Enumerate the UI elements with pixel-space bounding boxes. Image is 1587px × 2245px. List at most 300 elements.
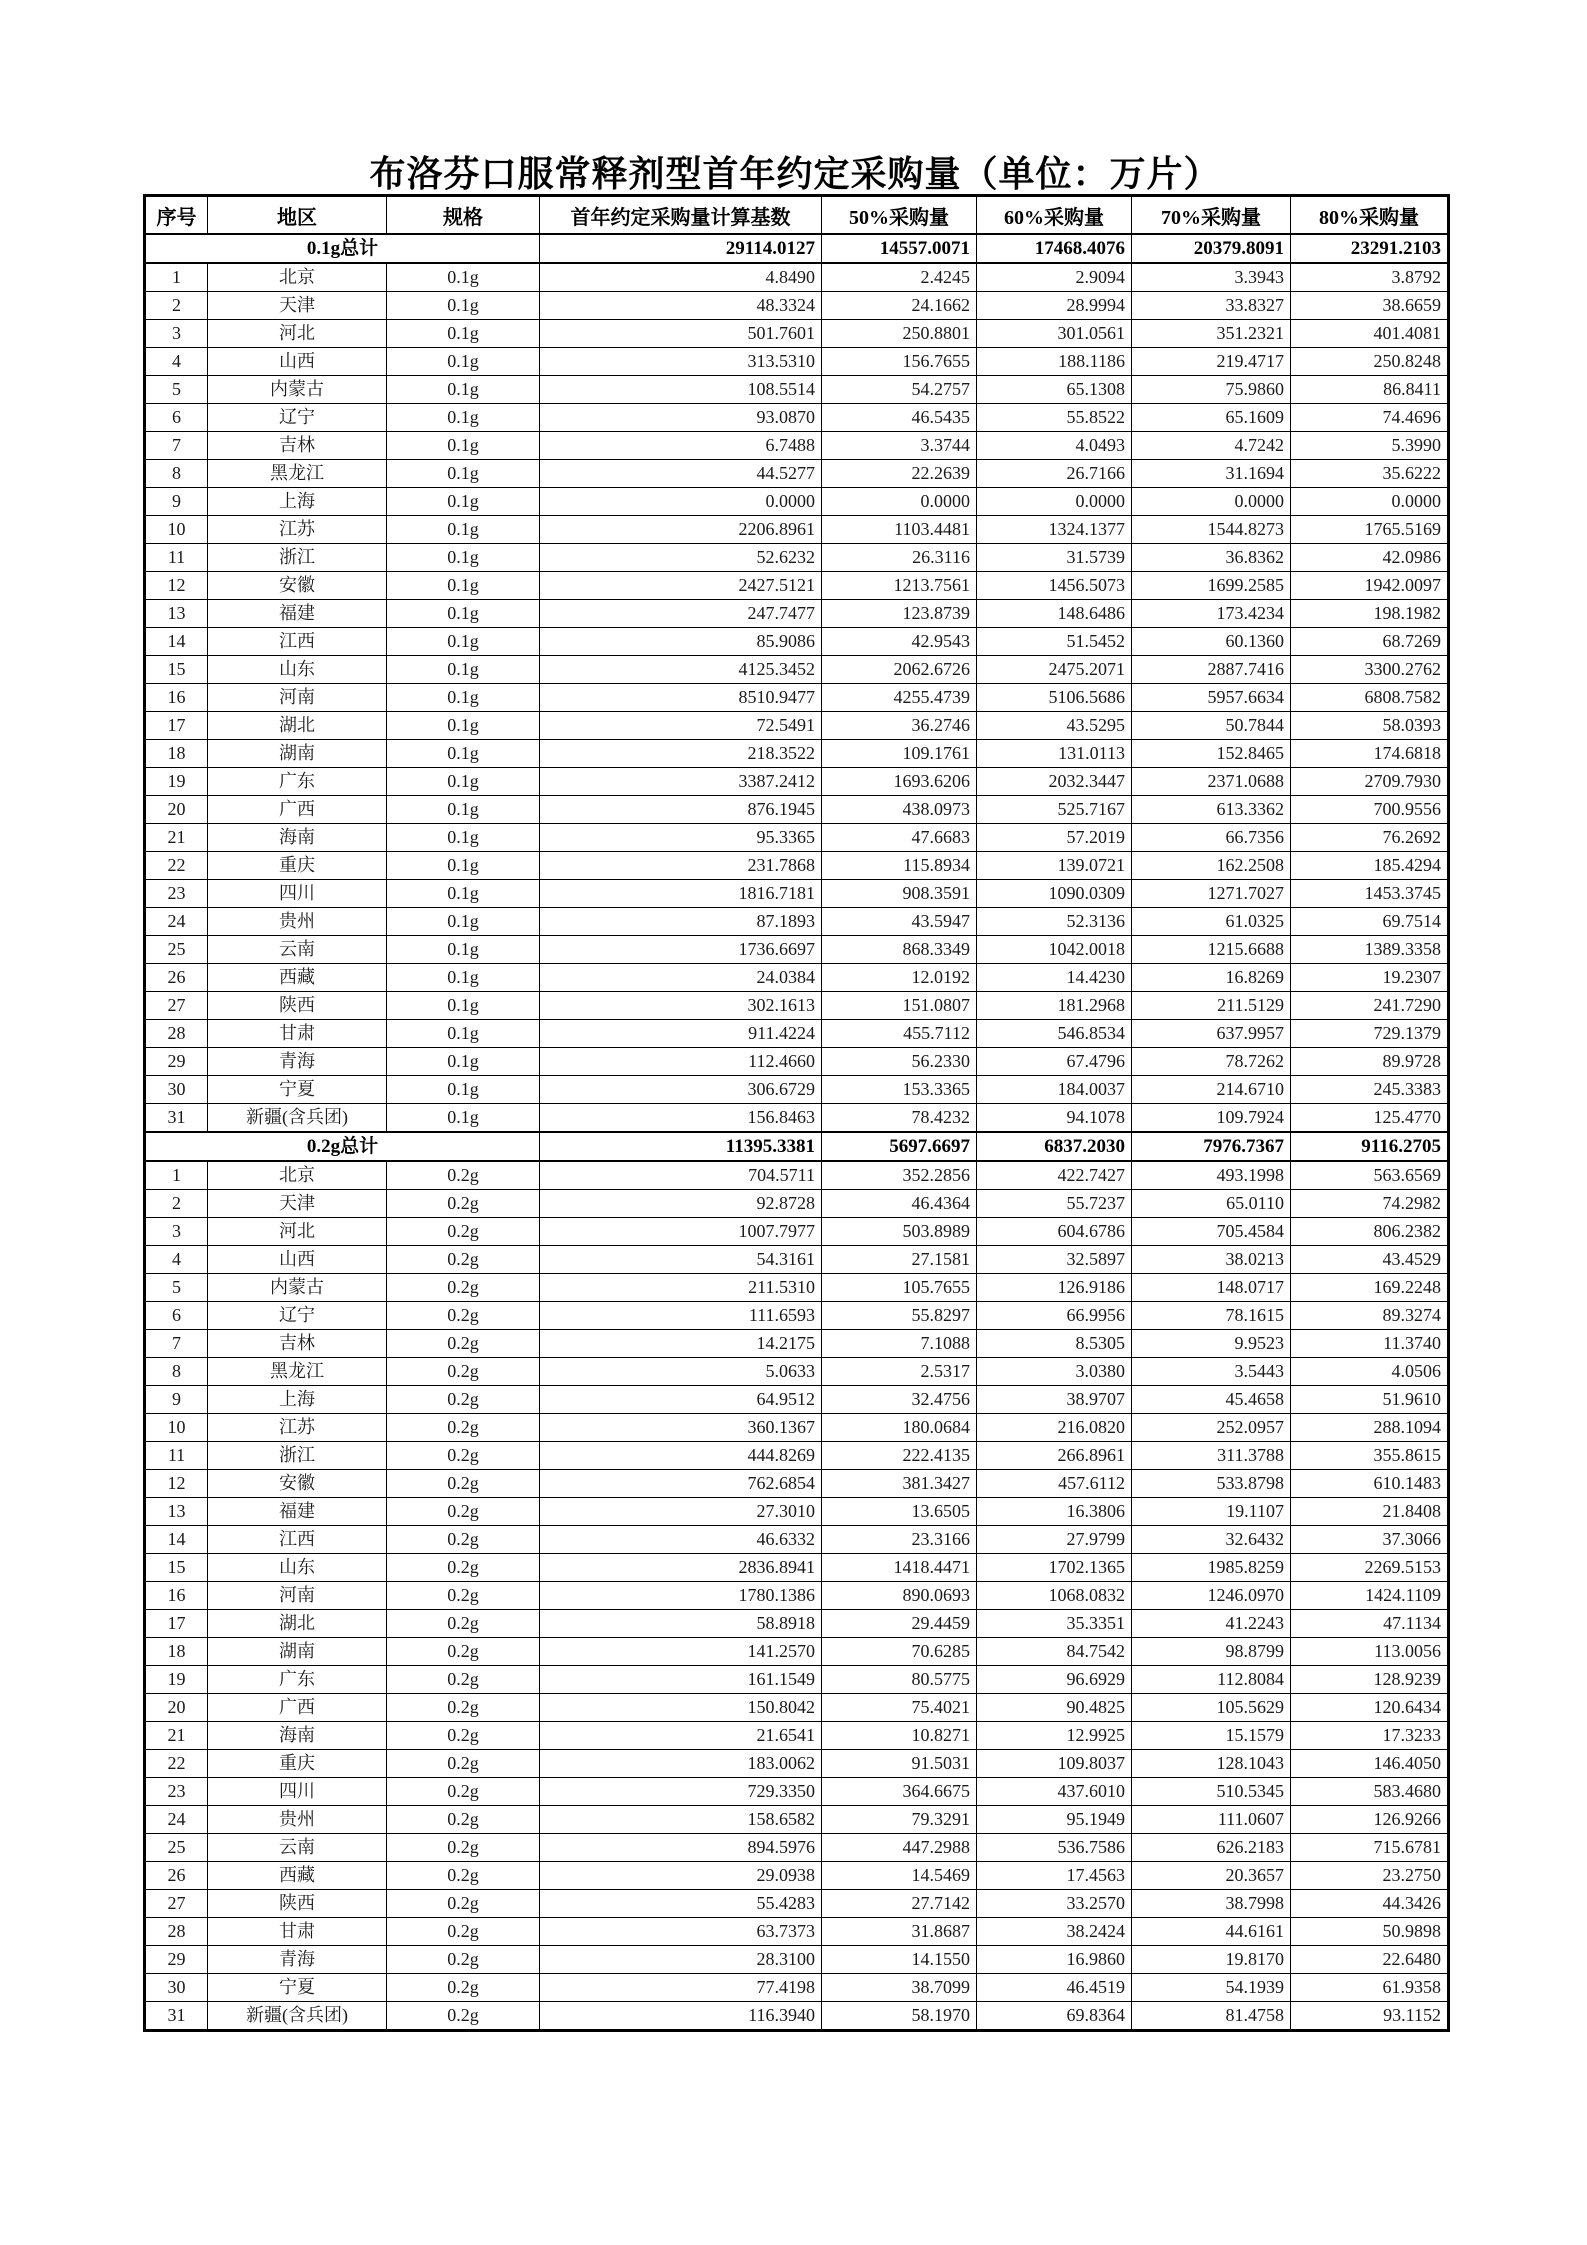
row-50pct: 180.0684: [822, 1414, 977, 1442]
table-row: [145, 1076, 1449, 1104]
row-spec: 0.2g: [387, 1302, 540, 1330]
row-80pct: 174.6818: [1291, 740, 1449, 768]
row-spec: 0.1g: [387, 1104, 540, 1133]
row-base: 52.6232: [540, 544, 822, 572]
row-base: 72.5491: [540, 712, 822, 740]
row-base: 2427.5121: [540, 572, 822, 600]
row-50pct: 438.0973: [822, 796, 977, 824]
row-base: 87.1893: [540, 908, 822, 936]
row-region: 河南: [208, 1582, 387, 1610]
row-60pct: 27.9799: [977, 1526, 1132, 1554]
table-row: [145, 824, 1449, 852]
row-70pct: 109.7924: [1132, 1104, 1291, 1133]
row-70pct: 533.8798: [1132, 1470, 1291, 1498]
row-region: 河北: [208, 1218, 387, 1246]
table-row: [145, 488, 1449, 516]
row-seq: 1: [145, 263, 208, 292]
row-base: 1736.6697: [540, 936, 822, 964]
row-region: 山西: [208, 1246, 387, 1274]
row-70pct: 19.8170: [1132, 1946, 1291, 1974]
row-seq: 7: [145, 432, 208, 460]
row-base: 8510.9477: [540, 684, 822, 712]
row-80pct: 2709.7930: [1291, 768, 1449, 796]
row-region: 新疆(含兵团): [208, 1104, 387, 1133]
row-50pct: 55.8297: [822, 1302, 977, 1330]
row-80pct: 146.4050: [1291, 1750, 1449, 1778]
row-seq: 6: [145, 1302, 208, 1330]
row-70pct: 98.8799: [1132, 1638, 1291, 1666]
row-spec: 0.2g: [387, 1666, 540, 1694]
row-seq: 8: [145, 1358, 208, 1386]
row-80pct: 61.9358: [1291, 1974, 1449, 2002]
row-50pct: 1103.4481: [822, 516, 977, 544]
row-spec: 0.1g: [387, 1076, 540, 1104]
row-60pct: 90.4825: [977, 1694, 1132, 1722]
row-50pct: 1693.6206: [822, 768, 977, 796]
row-spec: 0.2g: [387, 1414, 540, 1442]
row-50pct: 46.4364: [822, 1190, 977, 1218]
row-spec: 0.1g: [387, 964, 540, 992]
row-60pct: 65.1308: [977, 376, 1132, 404]
row-base: 161.1549: [540, 1666, 822, 1694]
row-seq: 14: [145, 628, 208, 656]
row-region: 陕西: [208, 1890, 387, 1918]
row-region: 辽宁: [208, 404, 387, 432]
row-seq: 17: [145, 1610, 208, 1638]
row-60pct: 52.3136: [977, 908, 1132, 936]
row-80pct: 5.3990: [1291, 432, 1449, 460]
row-seq: 27: [145, 992, 208, 1020]
row-70pct: 20.3657: [1132, 1862, 1291, 1890]
row-50pct: 23.3166: [822, 1526, 977, 1554]
table-row: [145, 376, 1449, 404]
row-seq: 31: [145, 2002, 208, 2031]
row-60pct: 12.9925: [977, 1722, 1132, 1750]
row-seq: 30: [145, 1974, 208, 2002]
table-row: [145, 1161, 1449, 1190]
row-region: 山西: [208, 348, 387, 376]
row-60pct: 1090.0309: [977, 880, 1132, 908]
row-70pct: 4.7242: [1132, 432, 1291, 460]
row-spec: 0.1g: [387, 600, 540, 628]
row-50pct: 27.1581: [822, 1246, 977, 1274]
row-80pct: 250.8248: [1291, 348, 1449, 376]
row-80pct: 86.8411: [1291, 376, 1449, 404]
row-seq: 16: [145, 684, 208, 712]
row-spec: 0.1g: [387, 824, 540, 852]
row-seq: 17: [145, 712, 208, 740]
table-row: [145, 684, 1449, 712]
row-base: 211.5310: [540, 1274, 822, 1302]
row-60pct: 1042.0018: [977, 936, 1132, 964]
table-row: [145, 1386, 1449, 1414]
row-region: 北京: [208, 1161, 387, 1190]
section-total-value: 20379.8091: [1132, 234, 1291, 263]
row-80pct: 125.4770: [1291, 1104, 1449, 1133]
row-spec: 0.2g: [387, 1918, 540, 1946]
table-row: [145, 1666, 1449, 1694]
row-spec: 0.1g: [387, 908, 540, 936]
row-seq: 29: [145, 1946, 208, 1974]
row-region: 浙江: [208, 544, 387, 572]
row-60pct: 55.7237: [977, 1190, 1132, 1218]
table-row: [145, 1750, 1449, 1778]
row-base: 444.8269: [540, 1442, 822, 1470]
row-region: 宁夏: [208, 1076, 387, 1104]
row-50pct: 890.0693: [822, 1582, 977, 1610]
section-total-row: [145, 1132, 1449, 1161]
row-60pct: 67.4796: [977, 1048, 1132, 1076]
row-region: 江苏: [208, 516, 387, 544]
row-base: 247.7477: [540, 600, 822, 628]
row-60pct: 14.4230: [977, 964, 1132, 992]
table-row: [145, 2002, 1449, 2031]
row-seq: 8: [145, 460, 208, 488]
row-60pct: 1068.0832: [977, 1582, 1132, 1610]
row-spec: 0.2g: [387, 1750, 540, 1778]
row-70pct: 351.2321: [1132, 320, 1291, 348]
row-60pct: 3.0380: [977, 1358, 1132, 1386]
row-base: 112.4660: [540, 1048, 822, 1076]
section-total-value: 23291.2103: [1291, 234, 1449, 263]
row-base: 108.5514: [540, 376, 822, 404]
table-row: [145, 1020, 1449, 1048]
table-row: [145, 572, 1449, 600]
table-row: [145, 712, 1449, 740]
col-header-50pct: 50%采购量: [822, 196, 977, 235]
row-spec: 0.1g: [387, 432, 540, 460]
row-70pct: 65.0110: [1132, 1190, 1291, 1218]
row-60pct: 604.6786: [977, 1218, 1132, 1246]
row-base: 5.0633: [540, 1358, 822, 1386]
row-70pct: 493.1998: [1132, 1161, 1291, 1190]
table-row: [145, 516, 1449, 544]
row-70pct: 44.6161: [1132, 1918, 1291, 1946]
row-region: 广西: [208, 796, 387, 824]
row-50pct: 908.3591: [822, 880, 977, 908]
row-50pct: 79.3291: [822, 1806, 977, 1834]
row-70pct: 19.1107: [1132, 1498, 1291, 1526]
row-60pct: 109.8037: [977, 1750, 1132, 1778]
row-base: 111.6593: [540, 1302, 822, 1330]
row-50pct: 14.5469: [822, 1862, 977, 1890]
row-base: 24.0384: [540, 964, 822, 992]
row-seq: 31: [145, 1104, 208, 1133]
row-region: 四川: [208, 880, 387, 908]
row-base: 2206.8961: [540, 516, 822, 544]
row-70pct: 50.7844: [1132, 712, 1291, 740]
row-80pct: 69.7514: [1291, 908, 1449, 936]
row-70pct: 705.4584: [1132, 1218, 1291, 1246]
row-region: 广东: [208, 1666, 387, 1694]
row-region: 广东: [208, 768, 387, 796]
row-80pct: 93.1152: [1291, 2002, 1449, 2031]
row-spec: 0.2g: [387, 1161, 540, 1190]
table-row: [145, 852, 1449, 880]
row-seq: 26: [145, 1862, 208, 1890]
row-base: 0.0000: [540, 488, 822, 516]
row-80pct: 1765.5169: [1291, 516, 1449, 544]
row-seq: 13: [145, 600, 208, 628]
row-80pct: 19.2307: [1291, 964, 1449, 992]
row-60pct: 57.2019: [977, 824, 1132, 852]
row-50pct: 2062.6726: [822, 656, 977, 684]
table-row: [145, 263, 1449, 292]
row-70pct: 214.6710: [1132, 1076, 1291, 1104]
header-row: [145, 196, 1449, 235]
row-60pct: 28.9994: [977, 292, 1132, 320]
row-70pct: 9.9523: [1132, 1330, 1291, 1358]
row-spec: 0.2g: [387, 1442, 540, 1470]
row-80pct: 563.6569: [1291, 1161, 1449, 1190]
row-spec: 0.1g: [387, 712, 540, 740]
row-70pct: 3.5443: [1132, 1358, 1291, 1386]
row-60pct: 266.8961: [977, 1442, 1132, 1470]
row-80pct: 806.2382: [1291, 1218, 1449, 1246]
row-base: 158.6582: [540, 1806, 822, 1834]
row-region: 吉林: [208, 1330, 387, 1358]
row-50pct: 868.3349: [822, 936, 977, 964]
section-total-label: 0.2g总计: [145, 1132, 540, 1161]
row-spec: 0.2g: [387, 1778, 540, 1806]
row-50pct: 58.1970: [822, 2002, 977, 2031]
row-seq: 3: [145, 1218, 208, 1246]
row-seq: 10: [145, 1414, 208, 1442]
section-total-value: 11395.3381: [540, 1132, 822, 1161]
row-60pct: 126.9186: [977, 1274, 1132, 1302]
row-80pct: 50.9898: [1291, 1918, 1449, 1946]
row-70pct: 45.4658: [1132, 1386, 1291, 1414]
row-60pct: 66.9956: [977, 1302, 1132, 1330]
row-60pct: 2475.2071: [977, 656, 1132, 684]
row-70pct: 626.2183: [1132, 1834, 1291, 1862]
section-total-value: 7976.7367: [1132, 1132, 1291, 1161]
row-50pct: 364.6675: [822, 1778, 977, 1806]
row-80pct: 1424.1109: [1291, 1582, 1449, 1610]
row-spec: 0.1g: [387, 263, 540, 292]
table-row: [145, 1358, 1449, 1386]
section-total-value: 29114.0127: [540, 234, 822, 263]
row-70pct: 81.4758: [1132, 2002, 1291, 2031]
row-seq: 5: [145, 1274, 208, 1302]
table-row: [145, 1526, 1449, 1554]
row-60pct: 84.7542: [977, 1638, 1132, 1666]
row-seq: 23: [145, 1778, 208, 1806]
row-80pct: 700.9556: [1291, 796, 1449, 824]
row-50pct: 250.8801: [822, 320, 977, 348]
row-region: 新疆(含兵团): [208, 2002, 387, 2031]
row-base: 48.3324: [540, 292, 822, 320]
row-spec: 0.1g: [387, 1020, 540, 1048]
row-spec: 0.2g: [387, 1470, 540, 1498]
row-70pct: 173.4234: [1132, 600, 1291, 628]
row-region: 江西: [208, 628, 387, 656]
table-row: [145, 1190, 1449, 1218]
row-seq: 27: [145, 1890, 208, 1918]
row-60pct: 31.5739: [977, 544, 1132, 572]
row-60pct: 2032.3447: [977, 768, 1132, 796]
row-seq: 12: [145, 1470, 208, 1498]
row-60pct: 131.0113: [977, 740, 1132, 768]
row-50pct: 4255.4739: [822, 684, 977, 712]
row-base: 21.6541: [540, 1722, 822, 1750]
row-80pct: 241.7290: [1291, 992, 1449, 1020]
row-base: 231.7868: [540, 852, 822, 880]
row-spec: 0.1g: [387, 572, 540, 600]
row-80pct: 37.3066: [1291, 1526, 1449, 1554]
row-spec: 0.2g: [387, 1358, 540, 1386]
row-70pct: 1271.7027: [1132, 880, 1291, 908]
row-spec: 0.1g: [387, 684, 540, 712]
row-region: 青海: [208, 1946, 387, 1974]
row-region: 甘肃: [208, 1918, 387, 1946]
row-60pct: 4.0493: [977, 432, 1132, 460]
row-50pct: 31.8687: [822, 1918, 977, 1946]
section-total-value: 5697.6697: [822, 1132, 977, 1161]
row-base: 704.5711: [540, 1161, 822, 1190]
table-row: [145, 796, 1449, 824]
row-50pct: 151.0807: [822, 992, 977, 1020]
row-50pct: 43.5947: [822, 908, 977, 936]
row-60pct: 55.8522: [977, 404, 1132, 432]
section-total-value: 6837.2030: [977, 1132, 1132, 1161]
row-region: 辽宁: [208, 1302, 387, 1330]
row-seq: 9: [145, 1386, 208, 1414]
row-70pct: 65.1609: [1132, 404, 1291, 432]
row-seq: 20: [145, 796, 208, 824]
row-spec: 0.2g: [387, 1246, 540, 1274]
row-80pct: 51.9610: [1291, 1386, 1449, 1414]
table-row: [145, 656, 1449, 684]
section-total-value: 17468.4076: [977, 234, 1132, 263]
table-row: [145, 1694, 1449, 1722]
row-50pct: 222.4135: [822, 1442, 977, 1470]
row-base: 156.8463: [540, 1104, 822, 1133]
row-spec: 0.1g: [387, 656, 540, 684]
row-seq: 24: [145, 908, 208, 936]
table-row: [145, 1946, 1449, 1974]
row-seq: 25: [145, 936, 208, 964]
row-80pct: 113.0056: [1291, 1638, 1449, 1666]
row-region: 甘肃: [208, 1020, 387, 1048]
row-70pct: 38.0213: [1132, 1246, 1291, 1274]
row-base: 183.0062: [540, 1750, 822, 1778]
row-60pct: 16.3806: [977, 1498, 1132, 1526]
row-60pct: 33.2570: [977, 1890, 1132, 1918]
row-region: 重庆: [208, 1750, 387, 1778]
row-base: 14.2175: [540, 1330, 822, 1358]
table-row: [145, 1638, 1449, 1666]
table-row: [145, 1218, 1449, 1246]
row-region: 湖南: [208, 740, 387, 768]
row-80pct: 74.4696: [1291, 404, 1449, 432]
row-region: 四川: [208, 1778, 387, 1806]
row-60pct: 26.7166: [977, 460, 1132, 488]
row-region: 浙江: [208, 1442, 387, 1470]
table-row: [145, 992, 1449, 1020]
row-50pct: 3.3744: [822, 432, 977, 460]
row-80pct: 715.6781: [1291, 1834, 1449, 1862]
table-row: [145, 1246, 1449, 1274]
table-row: [145, 1974, 1449, 2002]
row-spec: 0.2g: [387, 1498, 540, 1526]
row-base: 218.3522: [540, 740, 822, 768]
row-base: 3387.2412: [540, 768, 822, 796]
row-50pct: 7.1088: [822, 1330, 977, 1358]
row-80pct: 17.3233: [1291, 1722, 1449, 1750]
row-50pct: 27.7142: [822, 1890, 977, 1918]
row-80pct: 355.8615: [1291, 1442, 1449, 1470]
row-50pct: 447.2988: [822, 1834, 977, 1862]
table-row: [145, 1330, 1449, 1358]
row-50pct: 47.6683: [822, 824, 977, 852]
row-60pct: 1702.1365: [977, 1554, 1132, 1582]
row-70pct: 128.1043: [1132, 1750, 1291, 1778]
row-base: 729.3350: [540, 1778, 822, 1806]
row-seq: 9: [145, 488, 208, 516]
row-spec: 0.1g: [387, 404, 540, 432]
row-base: 55.4283: [540, 1890, 822, 1918]
row-80pct: 3.8792: [1291, 263, 1449, 292]
row-seq: 23: [145, 880, 208, 908]
row-80pct: 185.4294: [1291, 852, 1449, 880]
col-header-80pct: 80%采购量: [1291, 196, 1449, 235]
row-region: 上海: [208, 1386, 387, 1414]
row-seq: 26: [145, 964, 208, 992]
row-base: 141.2570: [540, 1638, 822, 1666]
row-70pct: 1246.0970: [1132, 1582, 1291, 1610]
row-seq: 11: [145, 1442, 208, 1470]
row-60pct: 16.9860: [977, 1946, 1132, 1974]
row-50pct: 153.3365: [822, 1076, 977, 1104]
row-60pct: 181.2968: [977, 992, 1132, 1020]
row-50pct: 2.5317: [822, 1358, 977, 1386]
row-base: 46.6332: [540, 1526, 822, 1554]
row-seq: 6: [145, 404, 208, 432]
row-50pct: 26.3116: [822, 544, 977, 572]
row-base: 6.7488: [540, 432, 822, 460]
row-region: 重庆: [208, 852, 387, 880]
row-70pct: 162.2508: [1132, 852, 1291, 880]
row-seq: 30: [145, 1076, 208, 1104]
row-base: 92.8728: [540, 1190, 822, 1218]
row-base: 77.4198: [540, 1974, 822, 2002]
row-spec: 0.1g: [387, 460, 540, 488]
row-80pct: 4.0506: [1291, 1358, 1449, 1386]
row-seq: 28: [145, 1020, 208, 1048]
row-spec: 0.1g: [387, 376, 540, 404]
row-region: 江西: [208, 1526, 387, 1554]
row-70pct: 5957.6634: [1132, 684, 1291, 712]
row-70pct: 219.4717: [1132, 348, 1291, 376]
row-70pct: 78.1615: [1132, 1302, 1291, 1330]
row-spec: 0.1g: [387, 320, 540, 348]
row-80pct: 6808.7582: [1291, 684, 1449, 712]
row-80pct: 1942.0097: [1291, 572, 1449, 600]
row-spec: 0.1g: [387, 992, 540, 1020]
table-row: [145, 1048, 1449, 1076]
row-seq: 20: [145, 1694, 208, 1722]
row-region: 海南: [208, 1722, 387, 1750]
row-spec: 0.2g: [387, 1582, 540, 1610]
row-region: 福建: [208, 1498, 387, 1526]
table-row: [145, 740, 1449, 768]
row-region: 贵州: [208, 1806, 387, 1834]
row-region: 黑龙江: [208, 460, 387, 488]
row-seq: 4: [145, 1246, 208, 1274]
row-50pct: 46.5435: [822, 404, 977, 432]
row-region: 云南: [208, 1834, 387, 1862]
